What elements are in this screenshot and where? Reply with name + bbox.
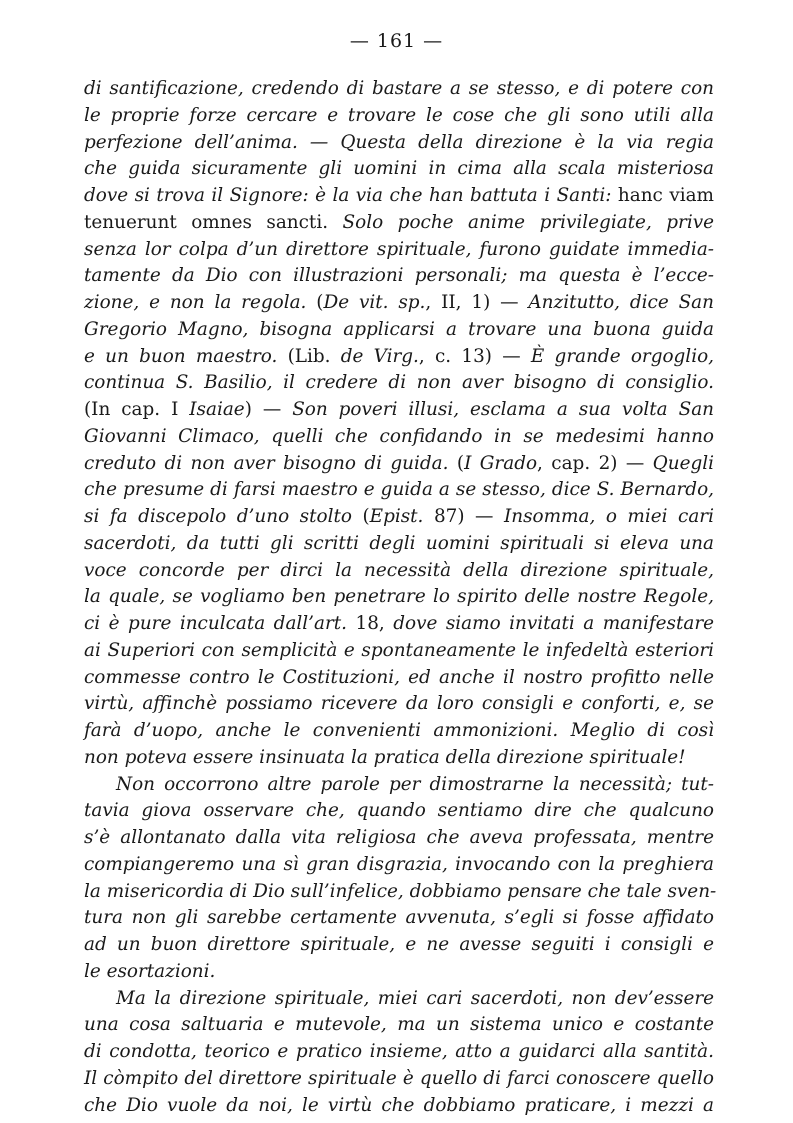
italic-text-span: È grande orgoglio, [530,345,714,367]
italic-text-span: Il còmpito del direttore spirituale è quello di farci conoscere quello [84,1067,714,1089]
italic-text-span: de Virg. [340,345,419,367]
italic-text-span: tura non gli sarebbe certamente avvenuta, s’egli si fosse affidato [84,907,714,929]
text-line [84,691,714,718]
roman-text-span: ) — [244,399,293,420]
text-line [84,477,714,504]
italic-text-span: e un buon maestro. [84,345,288,367]
text-line [84,397,714,424]
text-line [84,504,714,531]
italic-text-span: compiangeremo una sì gran disgrazia, invocando con la preghiera [84,853,714,875]
italic-text-span: una cosa saltuaria e mutevole, ma un sistema unico e costante [84,1014,714,1036]
italic-text-span: perfezione dell’anima. — Questa della direzione è la via regia [84,131,714,153]
text-line [84,237,714,264]
text-line [84,317,714,344]
roman-text-span: tenuerunt omnes sancti. [84,211,329,233]
roman-text-span: ( [362,506,370,527]
italic-text-span: Quegli [652,452,714,474]
italic-text-span: le proprie forze cercare e trovare le cose che gli sono utili alla [84,104,714,126]
text-line [84,584,714,611]
italic-text-span: si fa discepolo d’uno stolto [84,506,363,527]
roman-text-span: hanc viam [617,185,714,206]
italic-text-span: voce concorde per dirci la necessità della direzione spirituale, [84,559,714,581]
roman-text-span: , II, 1) — [425,292,529,313]
italic-text-span: s’è allontanato dalla vita religiosa che aveva professata, mentre [84,827,714,848]
roman-text-span: (Lib. [287,345,341,367]
text-line [84,1066,714,1093]
italic-text-span: creduto di non aver bisogno di guida. [84,452,457,474]
text-line [84,879,717,906]
italic-text-span: non poteva essere insinuata la pratica della direzione spirituale! [84,746,686,768]
italic-text-span: che Dio vuole da noi, le virtù che dobbiamo praticare, i mezzi a [84,1094,714,1116]
text-line [84,558,714,585]
italic-text-span: ai Superiori con semplicità e spontaneamente le infedeltà esteriori [84,639,714,661]
text-line [84,986,714,1013]
italic-text-span: la quale, se vogliamo ben penetrare lo spirito delle nostre Regole, [84,586,714,608]
roman-text-span: ( [316,292,324,313]
roman-text-span: , cap. 2) — [537,452,653,474]
italic-text-span: Son poveri illusi, esclama a sua volta San [292,399,715,420]
text-line [84,263,714,290]
italic-text-span: dove siamo invitati a manifestare [384,613,714,634]
italic-text-span: commesse contro le Costituzioni, ed anche il nostro profitto nelle [84,666,714,688]
text-line [84,344,714,371]
roman-text-span: ( [456,452,465,474]
roman-text-span: 87) — [423,506,504,527]
text-line [84,611,714,638]
italic-text-span: ci è pure inculcata dall’art. [84,613,356,634]
italic-text-span: senza lor colpa d’un direttore spirituale, furono guidate immedia- [84,238,714,260]
italic-text-span: dove si trova il Signore: è la via che han battuta i Santi: [84,185,618,206]
italic-text-span: tavia giova osservare che, quando sentiamo dire che qualcuno [84,800,714,822]
text-line [84,130,714,157]
text-line [84,183,714,210]
page-number: — 161 — [349,30,444,52]
italic-text-span: che presume di farsi maestro e guida a se stesso, dice S. Bernardo, [84,479,714,501]
italic-text-span: la misericordia di Dio sull’infelice, dobbiamo pensare che tale sven- [84,880,717,902]
italic-text-span: che guida sicuramente gli uomini in cima alla scala misteriosa [84,158,714,180]
text-line [84,424,714,451]
italic-text-span: I Grado [464,452,538,474]
text-line [84,638,714,665]
italic-text-span: Insomma, o miei cari [503,506,714,527]
italic-text-span: Isaiae [189,399,245,420]
roman-text-span: (In cap. I [84,399,190,420]
text-line [84,370,714,397]
text-line [84,932,714,959]
italic-text-span: di santificazione, credendo di bastare a se stesso, e di potere con [84,78,714,99]
italic-text-span: sacerdoti, da tutti gli scritti degli uomini spirituali si eleva una [84,532,714,554]
text-line [84,1039,714,1066]
text-line [84,959,714,986]
text-line [84,772,714,799]
text-line [84,103,714,130]
italic-text-span: virtù, affinchè possiamo ricevere da loro consigli e conforti, e, se [84,693,714,715]
text-line [84,798,714,825]
text-line [84,1012,714,1039]
text-line [84,451,714,478]
italic-text-span: Non occorrono altre parole per dimostrarne la necessità; tut- [116,773,714,795]
text-line [84,905,714,932]
italic-text-span: Epist. [369,506,424,527]
italic-text-span: di condotta, teorico e pratico insieme, atto a guidarci alla santità. [84,1041,714,1062]
text-line [84,531,714,558]
body-text [84,76,717,1119]
roman-text-span: , c. 13) — [418,345,531,367]
roman-text-span: 18, [355,613,385,634]
italic-text-span: De vit. sp. [323,292,426,313]
text-line [84,745,714,772]
text-line [84,718,714,745]
text-line [84,1093,714,1120]
italic-text-span: Solo poche anime privilegiate, prive [328,211,714,233]
italic-text-span: Ma la direzione spirituale, miei cari sacerdoti, non dev’essere [116,987,714,1009]
text-line [84,825,714,852]
italic-text-span: Giovanni Climaco, quelli che confidando in se medesimi hanno [84,425,714,447]
italic-text-span: Anzitutto, dice San [528,292,714,313]
italic-text-span: Gregorio Magno, bisogna applicarsi a trovare una buona guida [84,318,714,340]
text-line [84,76,714,103]
text-line [84,665,714,692]
text-line [84,156,714,183]
italic-text-span: zione, e non la regola. [84,292,317,313]
text-line [84,210,714,237]
italic-text-span: continua S. Basilio, il credere di non aver bisogno di consiglio. [84,372,714,394]
italic-text-span: ad un buon direttore spirituale, e ne avesse seguiti i consigli e [84,934,714,955]
italic-text-span: farà d’uopo, anche le convenienti ammonizioni. Meglio di così [84,720,714,741]
italic-text-span: tamente da Dio con illustrazioni personali; ma questa è l’ecce- [84,265,714,287]
italic-text-span: le esortazioni. [84,960,216,982]
text-line [84,852,714,879]
text-line [84,290,714,317]
